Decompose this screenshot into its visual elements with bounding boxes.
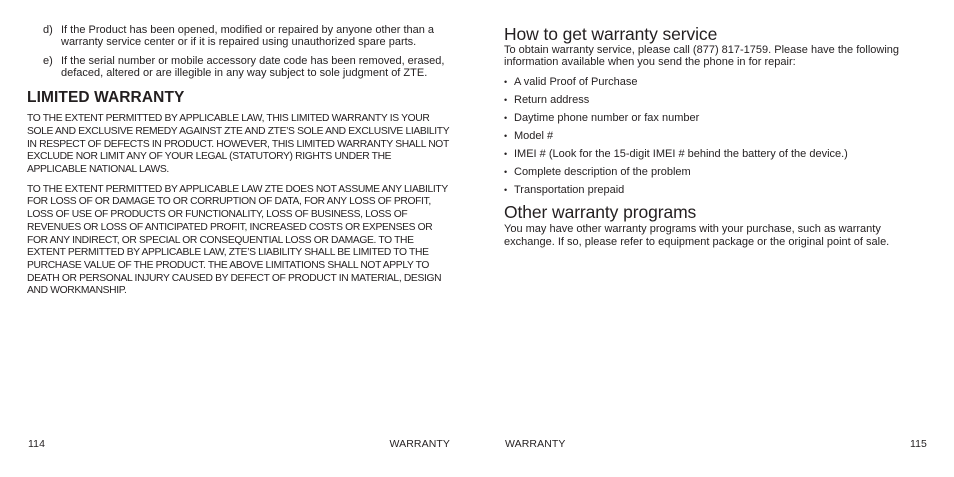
left-page-content [27,24,450,305]
bullet-icon: • [504,94,508,105]
other-programs-text: You may have other warranty programs with your purchase, such as warranty exchange. If so, please refer to equipment package or the original point of sale. [504,223,890,248]
bullet-icon: • [504,76,508,87]
warranty-service-heading: How to get warranty service [504,24,718,44]
list-marker: e) [43,54,53,67]
other-programs-heading: Other warranty programs [504,202,697,223]
legal-paragraph: TO THE EXTENT PERMITTED BY APPLICABLE LAW ZTE DOES NOT ASSUME ANY LIABILITY FOR LOSS OF OR DAMAGE TO OR CORRUPTION OF DATA, FOR ANY LOSS OF PROFIT, LOSS OF USE OF PRODUCTS OR FUNCTIONALITY, LOSS OF BUSINESS, LOSS OF REVENUES OR LOSS OF ANTICIPATED PROFIT, INCREASED COSTS OR EXPENSES OR FOR ANY INDIRECT, OR SPECIAL OR CONSEQUENTIAL LOSS OR DAMAGE. TO THE EXTENT PERMITTED BY APPLICABLE LAW, ZTE’S LIABILITY SHALL BE LIMITED TO THE PURCHASE VALUE OF THE PRODUCT. THE ABOVE LIMITATIONS SHALL NOT APPLY TO DEATH OR PERSONAL INJURY CAUSED BY DEFECT OF PRODUCT IN MATERIAL, DESIGN AND WORKMANSHIP. [27,183,448,297]
list-item-text: Complete description of the problem [514,166,691,179]
list-item [504,76,904,88]
bullet-icon: • [504,130,508,141]
page-number: 115 [909,438,927,450]
list-marker: d) [43,24,53,36]
list-item [27,24,450,49]
list-item-text: IMEI # (Look for the 15-digit IMEI # behind the battery of the device.) [514,147,848,160]
list-item [504,130,904,142]
list-item-text: Model # [514,129,554,142]
list-item-text: If the serial number or mobile accessory date code has been removed, erased, defaced, altered or are illegible in any way subject to sole judgment of ZTE. [61,54,445,79]
list-item-text: Return address [514,93,590,106]
limited-warranty-heading: LIMITED WARRANTY [27,89,185,107]
right-page-content [504,24,904,248]
list-item-text: Transportation prepaid [514,184,625,197]
required-info-list [504,76,904,197]
legal-paragraph: TO THE EXTENT PERMITTED BY APPLICABLE LAW, THIS LIMITED WARRANTY IS YOUR SOLE AND EXCLUSIVE REMEDY AGAINST ZTE AND ZTE’S SOLE AND EXCLUSIVE LIABILITY IN RESPECT OF DEFECTS IN PRODUCT. HOWEVER, THIS LIMITED WARRANTY SHALL NOT EXCLUDE NOR LIMIT ANY OF YOUR LEGAL (STATUTORY) RIGHTS UNDER THE APPLICABLE NATIONAL LAWS. [27,113,450,175]
list-item-text: A valid Proof of Purchase [514,75,638,88]
bullet-icon: • [504,148,508,159]
right-page [477,0,954,477]
warranty-service-intro: To obtain warranty service, please call (877) 817-1759. Please have the following information available when you send the phone in for repair: [504,44,900,69]
bullet-icon: • [504,185,508,196]
page-number: 114 [28,438,46,450]
list-item [504,94,904,106]
bullet-icon: • [504,167,508,178]
list-item-text: If the Product has been opened, modified or repaired by anyone other than a warranty service center or if it is repaired using unauthorized spare parts. [61,24,435,49]
list-item [504,148,904,160]
section-label: WARRANTY [505,438,566,450]
list-item [504,112,904,124]
list-item [504,184,904,196]
bullet-icon: • [504,112,508,123]
section-label: WARRANTY [389,438,450,450]
list-item [504,166,904,178]
list-item-text: Daytime phone number or fax number [514,111,700,124]
list-item [27,55,450,80]
